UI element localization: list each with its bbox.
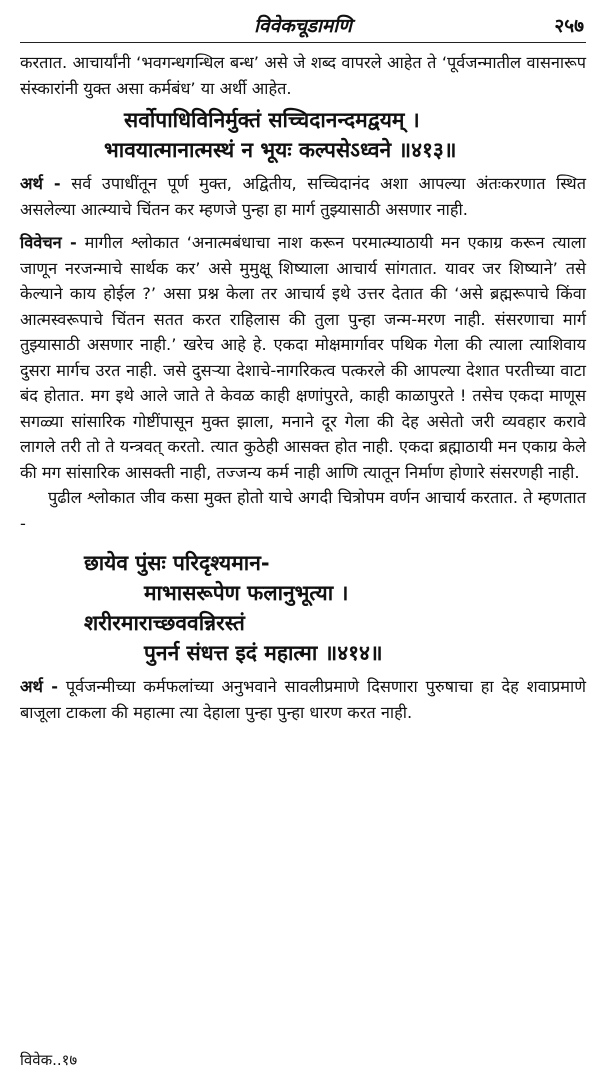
verse-413-line-2: भावयात्मानात्मस्थं न भूयः कल्पसेऽध्वने ॥४१३॥ [104,138,457,162]
intro-paragraph: करतात. आचार्यांनी ‘भवगन्धगन्धिल बन्ध’ असे जे शब्द वापरले आहेत ते ‘पूर्वजन्मातील वासनारूप संस्कारांनी युक्त असा कर्मबंध’ या अर्थी आहेत. [20,53,586,98]
meaning-label: अर्थ - [20,174,61,193]
meaning-414-paragraph [20,674,586,725]
verse-414-line-2: माभासरूपेण फलानुभूत्या । [144,581,349,605]
commentary-text: मागील श्लोकात ‘अनात्मबंधाचा नाश करून परमात्म्याठायी मन एकाग्र करून त्याला जाणून नरजन्माचे सार्थक कर’ असे मुमुक्षू शिष्याला आचार्य सांगतात. यावर जर शिष्याने’ तसे केल्याने काय होईल ?’ असा प्रश्न केला तर आचार्य इथे उत्तर देतात की ‘असे ब्रह्मरूपाचे किंवा आत्मस्वरूपाचे चिंतन सतत करत राहिलास की तुला पुन्हा जन्म-मरण नाही. संसरणाचा मार्ग तुझ्यासाठी असणार नाही.’ खरेच आहे हे. एकदा मोक्षमार्गावर पथिक गेला की त्याला त्याशिवाय दुसरा मार्गच उरत नाही. जसे दुसऱ्या देशाचे-नागरिकत्व पत्करले की आपल्या देशात परतीच्या वाटा बंद होतात. मग इथे आले जाते ते केवळ काही क्षणांपुरते, काही काळापुरते ! तसेच एकदा माणूस सगळ्या सांसारिक गोष्टींपासून मुक्त झाला, मनाने दूर गेला की देह असेतो जरी व्यवहार करावे लागले तरी तो ते यन्त्रवत् करतो. त्यात कुठेही आसक्त होत नाही. एकदा ब्रह्माठायी मन एकाग्र केले की मग सांसारिक आसक्ती नाही, तज्जन्य कर्म नाही आणि त्यातून निर्माण होणारे संसरणही नाही. [20,233,587,482]
page-header [20,0,586,43]
page-number: २५७ [554,15,584,37]
verse-413-line-1: सर्वोपाधिविनिर्मुक्तं सच्चिदानन्दमद्वयम् । [124,108,420,132]
verse-414-line-3: शरीरमाराच्छववन्निरस्तं [84,611,245,635]
commentary-paragraph [20,230,586,485]
verse-414-line-1: छायेव पुंसः परिदृश्यमान- [84,551,270,575]
commentary-label: विवेचन - [20,233,77,252]
verse-414 [20,548,586,668]
footer-signature: विवेक..१७ [20,1051,78,1069]
running-title: विवेकचूडामणि [254,15,352,37]
page-body [20,50,586,725]
meaning-label: अर्थ - [20,677,58,696]
verse-414-line-4: पुनर्न संधत्त इदं महात्मा ॥४१४॥ [144,641,383,665]
verse-413 [20,105,586,165]
meaning-413-paragraph [20,171,586,222]
meaning-text: सर्व उपाधींतून पूर्ण मुक्त, अद्वितीय, सच्चिदानंद अशा आपल्या अंतःकरणात स्थित असलेल्या आत्म्याचे चिंतन कर म्हणजे पुन्हा हा मार्ग तुझ्यासाठी असणार नाही. [20,174,586,219]
transition-paragraph: पुढील श्लोकात जीव कसा मुक्त होतो याचे अगदी चित्रोपम वर्णन आचार्य करतात. ते म्हणतात - [20,488,586,533]
meaning-text: पूर्वजन्मीच्या कर्मफलांच्या अनुभवाने सावलीप्रमाणे दिसणारा पुरुषाचा हा देह शवाप्रमाणे बाजूला टाकला की महात्मा त्या देहाला पुन्हा पुन्हा धारण करत नाही. [20,677,586,722]
